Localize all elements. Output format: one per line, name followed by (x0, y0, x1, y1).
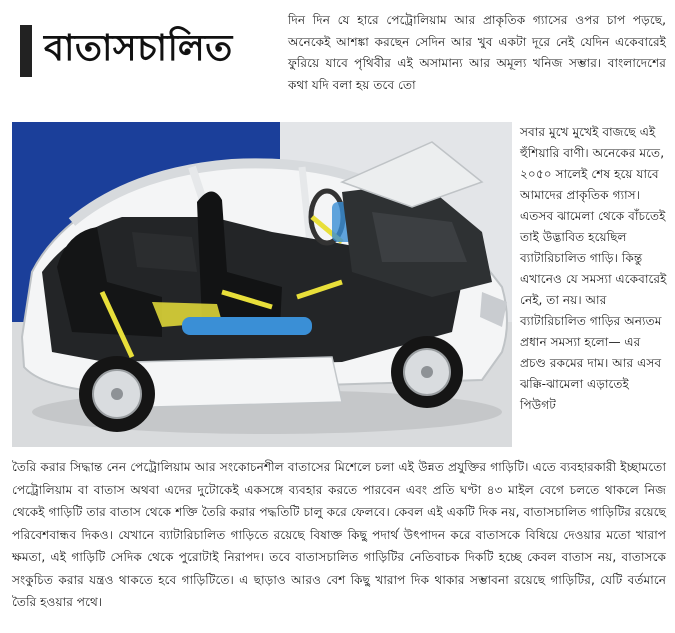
car-illustration (12, 122, 512, 447)
car-cutaway-photo (12, 122, 512, 447)
side-column (520, 122, 668, 416)
side-column-text: সবার মুখে মুখেই বাজছে এই হুঁশিয়ারি বাণী। অনেকের মতে, ২০৫০ সালেই শেষ হয়ে যাবে আমাদের প্রাকৃতিক গ্যাস। এতসব ঝামেলা থেকে বাঁচতেই তাই উদ্ভাবিত হয়েছিল ব্যাটারিচালিত গাড়ি। কিন্তু এখানেও যে সমস্যা একেবারেই নেই, তা নয়। আর ব্যাটারিচালিত গাড়ির অন্যতম প্রধান সমস্যা হলো— এর প্রচণ্ড রকমের দাম। আর এসব ঝক্কি-ঝামেলা এড়াতেই পিউগট (520, 125, 667, 412)
bottom-text: তৈরি করার সিদ্ধান্ত নেন পেট্রোলিয়াম আর সংকোচনশীল বাতাসের মিশেলে চলা এই উন্নত প্রযুক্তির গাড়িটি। এতে ব্যবহারকারী ইচ্ছামতো পেট্রোলিয়াম বা বাতাস অথবা এদের দুটোকেই একসঙ্গে ব্যবহার করতে পারবেন এবং প্রতি ঘণ্টা ৪৩ মাইল বেগে চলতে থাকলে নিজ থেকেই গাড়িটি তার বাতাস থেকে শক্তি তৈরি করার পদ্ধতিটি চালু করে ফেলবে। কেবল এই একটি দিক নয়, বাতাসচালিত গাড়িটির রয়েছে পরিবেশবান্ধব দিকও। যেখানে ব্যাটারিচালিত গাড়িতে রয়েছে বিষাক্ত কিছু পদার্থ উৎপাদন করে বাতাসকে বিষিয়ে দেওয়ার মতো খারাপ ক্ষমতা, এই গাড়িটি সেদিক থেকে পুরোটাই নিরাপদ। তবে বাতাসচালিত গাড়িটির নেতিবাচক দিকটি হচ্ছে কেবল বাতাস নয়, বাতাসকে সংকুচিত করার যন্ত্রও থাকতে হবে গাড়িটিতে। এ ছাড়াও আরও বেশ কিছু খারাপ দিক থাকার সম্ভাবনা রয়েছে গাড়িটির, যেটি বর্তমানে তৈরি হওয়ার পথে। (12, 460, 666, 609)
headline-bar (20, 25, 32, 77)
headline-title: বাতাসচালিত (44, 27, 233, 69)
intro-text: দিন দিন যে হারে পেট্রোলিয়াম আর প্রাকৃতিক গ্যাসের ওপর চাপ পড়ছে, অনেকেই আশঙ্কা করছেন সেদিন আর খুব একটা দূরে নেই যেদিন একেবারেই ফুরিয়ে যাবে পৃথিবীর এই অসামান্য আর অমূল্য খনিজ সম্ভার। বাংলাদেশের কথা যদি বলা হয় তবে তো (288, 13, 666, 92)
article-headline (20, 22, 275, 80)
intro-paragraph (288, 10, 666, 96)
bottom-paragraph (12, 456, 666, 614)
